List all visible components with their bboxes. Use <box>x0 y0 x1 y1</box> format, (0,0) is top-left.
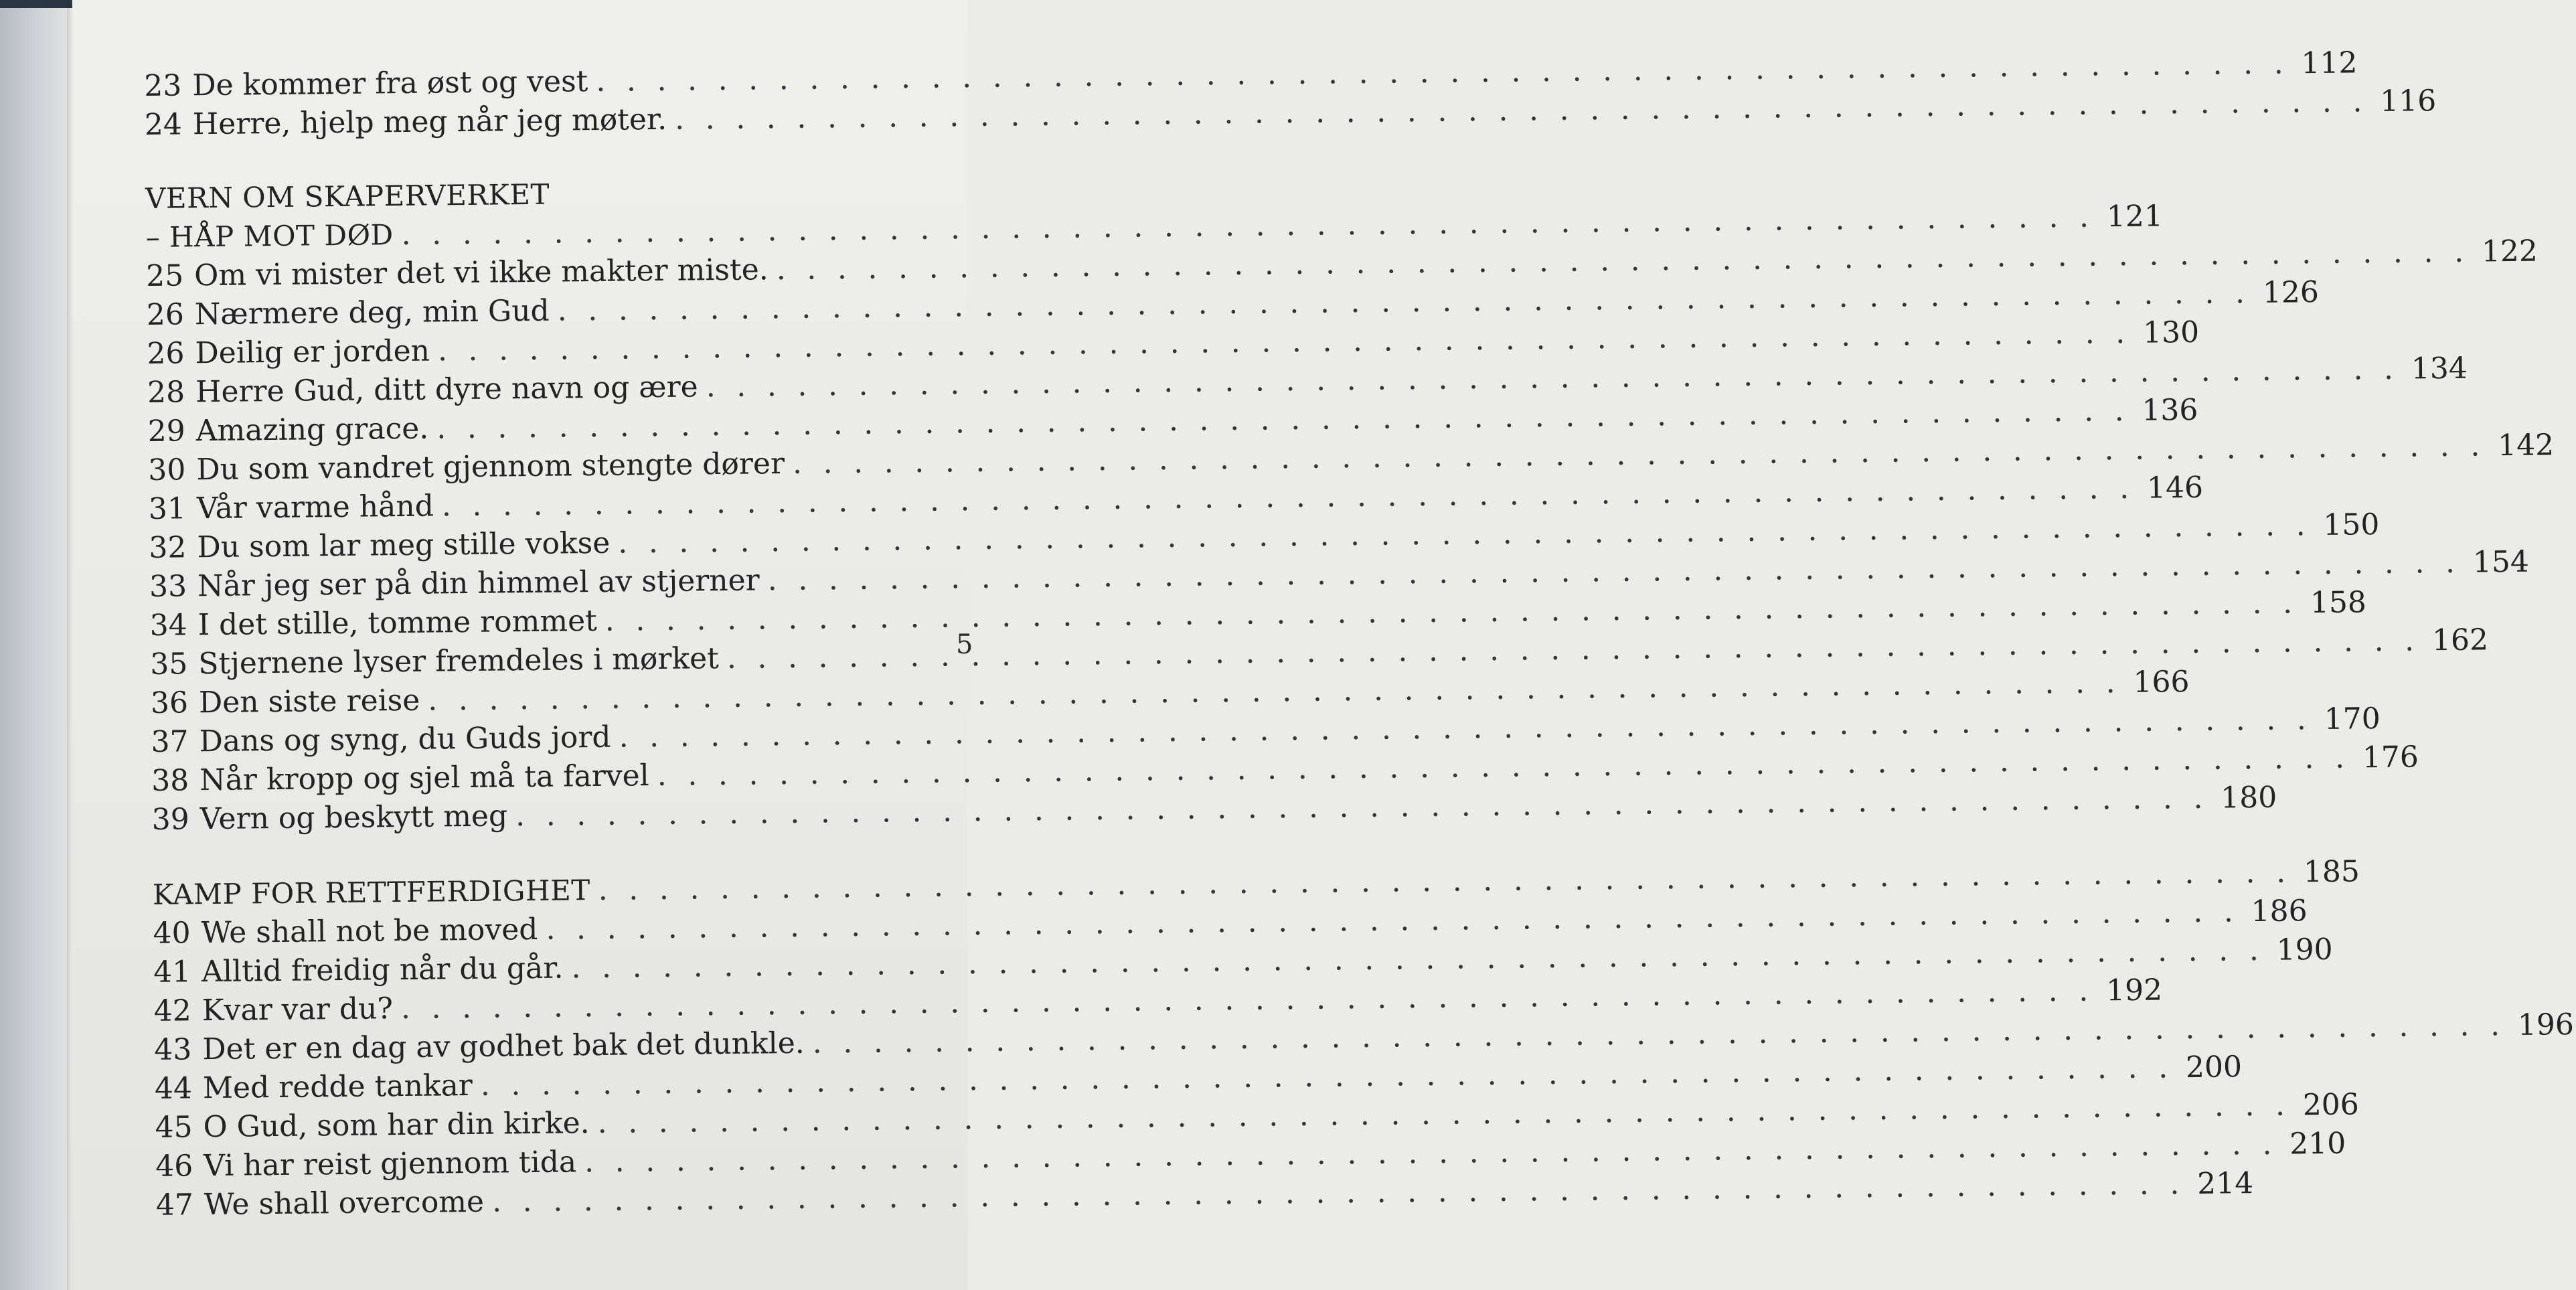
entry-title: Stjernene lyser fremdeles i mørket <box>198 641 720 681</box>
entry-page: 150 <box>2323 507 2380 542</box>
entry-title: Når kropp og sjel må ta farvel <box>199 758 649 798</box>
entry-title: Med redde tankar <box>202 1068 473 1106</box>
entry-title: Vår varme hånd <box>196 489 434 526</box>
entry-title: Herre Gud, ditt dyre navn og ære <box>195 370 698 410</box>
entry-title: I det stille, tomme rommet <box>197 603 598 643</box>
entry-title: O Gud, som har din kirke. <box>203 1106 590 1145</box>
entry-title: Det er en dag av godhet bak det dunkle. <box>202 1026 805 1067</box>
entry-page: 116 <box>2379 84 2437 119</box>
entry-number: 23 <box>144 68 182 103</box>
entry-number: 46 <box>155 1149 193 1184</box>
entry-page: 200 <box>2185 1050 2243 1085</box>
entry-number: 33 <box>149 569 187 604</box>
entry-number: 29 <box>147 414 185 449</box>
entry-page: 210 <box>2289 1126 2346 1161</box>
entry-title: Alltid freidig når du går. <box>201 951 564 989</box>
entry-title: Vern og beskytt meg <box>199 799 508 837</box>
entry-page: 136 <box>2142 392 2198 428</box>
entry-title: We shall not be moved <box>201 912 538 951</box>
book-spine <box>0 0 72 1290</box>
entry-number: 47 <box>155 1188 194 1222</box>
entry-number: 24 <box>144 107 183 142</box>
entry-page: 166 <box>2133 665 2190 700</box>
entry-title: Du som vandret gjennom stengte dører <box>196 447 785 487</box>
entry-number: 42 <box>153 993 192 1028</box>
entry-page: 162 <box>2431 623 2489 658</box>
entry-number: 39 <box>151 802 190 837</box>
entry-title: Kvar var du? <box>202 991 394 1028</box>
entry-number: 25 <box>146 258 184 293</box>
section-heading: KAMP FOR RETTFERDIGHET <box>152 874 590 911</box>
entry-title: Du som lar meg stille vokse <box>197 526 611 565</box>
page-gutter-shadow <box>67 0 71 1290</box>
entry-title: Amazing grace. <box>195 411 429 449</box>
entry-page: 170 <box>2324 702 2381 736</box>
entry-number: 30 <box>148 453 186 487</box>
entry-page: 154 <box>2472 544 2530 580</box>
entry-page: 158 <box>2310 585 2367 621</box>
entry-page: 122 <box>2481 234 2539 269</box>
entry-page: 196 <box>2517 1007 2575 1042</box>
entry-page: 186 <box>2251 894 2308 929</box>
entry-number: 26 <box>146 297 185 332</box>
entry-title: Den siste reise <box>198 683 420 720</box>
entry-number: 44 <box>154 1071 193 1106</box>
entry-title: Deilig er jorden <box>195 333 430 371</box>
entry-page: 134 <box>2411 351 2468 386</box>
entry-number: 31 <box>148 491 187 526</box>
entry-page: 112 <box>2301 46 2358 81</box>
entry-number: 43 <box>154 1032 192 1067</box>
entry-number: 35 <box>150 647 188 681</box>
entry-number: 36 <box>150 686 189 720</box>
entry-page: 146 <box>2146 470 2204 505</box>
entry-page: 130 <box>2142 315 2200 350</box>
entry-page: 126 <box>2262 274 2320 310</box>
section-heading: VERN OM SKAPERVERKET <box>145 177 550 215</box>
entry-page: 192 <box>2105 973 2163 1008</box>
entry-title: Når jeg ser på din himmel av stjerner <box>197 563 760 604</box>
entry-page: 180 <box>2220 780 2277 815</box>
book-cover-edge <box>0 0 72 8</box>
entry-page: 142 <box>2497 428 2555 463</box>
entry-page: 190 <box>2276 932 2333 967</box>
entry-page: 214 <box>2196 1166 2254 1201</box>
entry-title: De kommer fra øst og vest <box>192 64 588 103</box>
entry-number: 34 <box>149 608 188 643</box>
entry-number: 40 <box>153 916 191 951</box>
section-page: 121 <box>2106 199 2164 234</box>
entry-number: 26 <box>147 336 185 371</box>
section-heading-subtitle: – HÅP MOT DØD <box>145 218 394 254</box>
entry-page: 176 <box>2362 740 2419 775</box>
entry-title: Nærmere deg, min Gud <box>194 293 550 332</box>
adjacent-page-number: 5 <box>956 629 973 660</box>
entry-title: We shall overcome <box>204 1184 485 1222</box>
entry-title: Herre, hjelp meg når jeg møter. <box>192 102 667 142</box>
entry-number: 41 <box>153 955 191 989</box>
section-page: 185 <box>2303 854 2360 890</box>
entry-number: 37 <box>151 724 189 759</box>
entry-number: 38 <box>151 763 189 798</box>
entry-title: Vi har reist gjennom tida <box>203 1145 577 1184</box>
entry-number: 28 <box>147 375 185 410</box>
entry-title: Om vi mister det vi ikke makter miste. <box>194 252 769 293</box>
entry-number: 32 <box>149 530 187 565</box>
entry-number: 45 <box>155 1110 193 1145</box>
entry-title: Dans og syng, du Guds jord <box>199 720 611 759</box>
table-of-contents <box>144 46 2575 1225</box>
entry-page: 206 <box>2302 1087 2360 1123</box>
